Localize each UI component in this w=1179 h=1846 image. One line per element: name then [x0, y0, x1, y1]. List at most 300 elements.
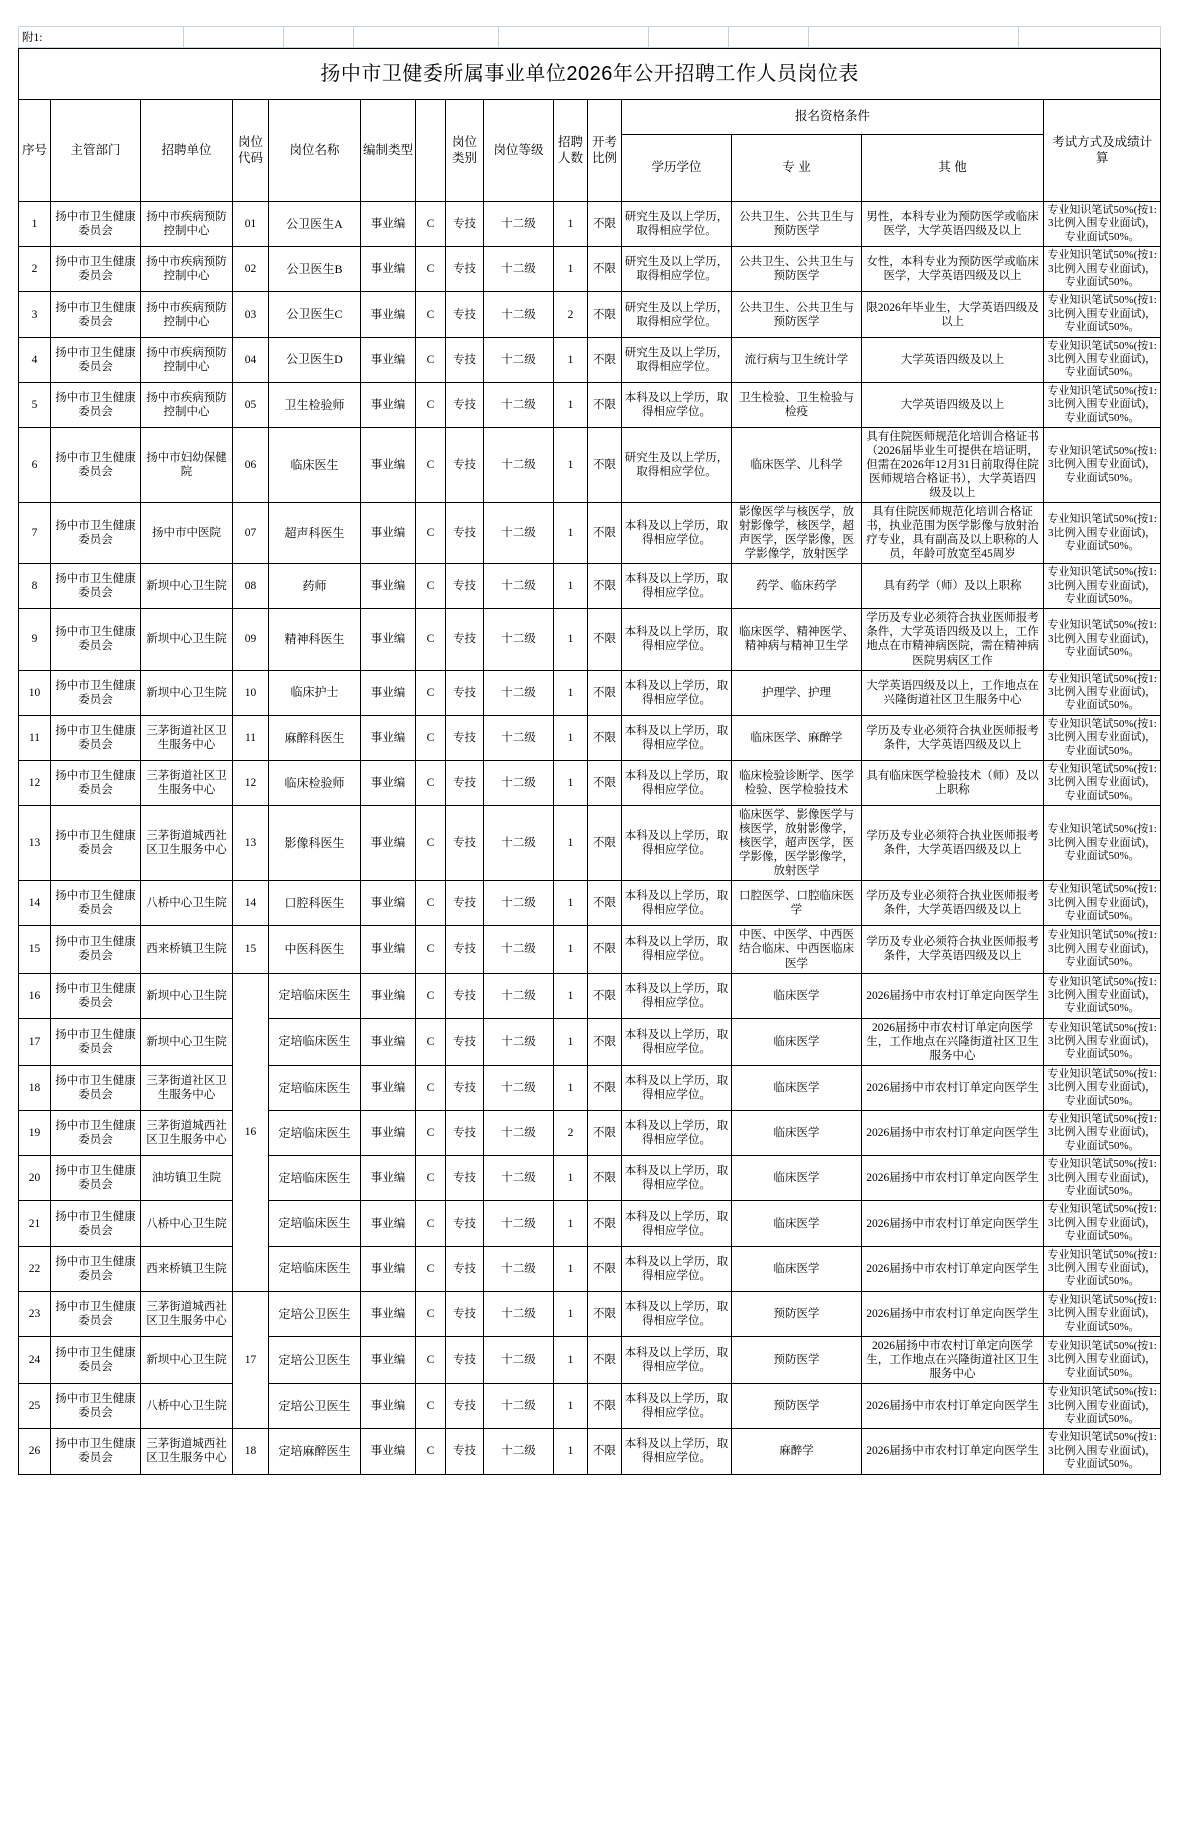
cell-major: 药学、临床药学: [732, 564, 862, 609]
cell-post: 药师: [269, 564, 361, 609]
cell-headcount: 1: [554, 670, 588, 715]
table-row: [19, 292, 1161, 337]
cell-post-type: 专技: [446, 1065, 484, 1110]
cell-open-ratio: 不限: [588, 926, 622, 973]
cell-post-level: 十二级: [484, 1018, 554, 1065]
cell-code: 05: [233, 382, 269, 427]
cell-establishment-type: 事业编: [361, 1018, 416, 1065]
cell-post-type: 专技: [446, 760, 484, 805]
cell-establishment-type: 事业编: [361, 564, 416, 609]
cell-post-type: 专技: [446, 503, 484, 564]
cell-exam-method: 专业知识笔试50%(按1:3比例入围专业面试)，专业面试50%。: [1044, 760, 1161, 805]
cell-code: 07: [233, 503, 269, 564]
table-row: [19, 503, 1161, 564]
cell-establishment-type: 事业编: [361, 1201, 416, 1246]
cell-other: 2026届扬中市农村订单定向医学生，工作地点在兴隆街道社区卫生服务中心: [862, 1337, 1044, 1384]
cell-major: 临床医学: [732, 1246, 862, 1291]
cell-exam-method: 专业知识笔试50%(按1:3比例入围专业面试)，专业面试50%。: [1044, 1111, 1161, 1156]
cell-open-ratio: 不限: [588, 609, 622, 670]
cell-unit: 三茅街道城西社区卫生服务中心: [141, 1291, 233, 1336]
cell-post-category: C: [416, 1201, 446, 1246]
cell-headcount: 1: [554, 1384, 588, 1429]
header-row-group: [19, 100, 1161, 135]
cell-post: 定培临床医生: [269, 1156, 361, 1201]
cell-exam-method: 专业知识笔试50%(按1:3比例入围专业面试)，专业面试50%。: [1044, 428, 1161, 503]
cell-seq: 16: [19, 973, 51, 1018]
cell-post-type: 专技: [446, 926, 484, 973]
cell-headcount: 1: [554, 202, 588, 247]
cell-unit: 新坝中心卫生院: [141, 609, 233, 670]
cell-exam-method: 专业知识笔试50%(按1:3比例入围专业面试)，专业面试50%。: [1044, 1018, 1161, 1065]
cell-seq: 5: [19, 382, 51, 427]
cell-open-ratio: 不限: [588, 503, 622, 564]
cell-code: 14: [233, 881, 269, 926]
table-row: [19, 1337, 1161, 1384]
cell-other: 2026届扬中市农村订单定向医学生: [862, 1384, 1044, 1429]
cell-major: 临床医学、精神医学、精神病与精神卫生学: [732, 609, 862, 670]
attachment-filler-cell: [729, 27, 809, 48]
table-row: [19, 1111, 1161, 1156]
attachment-strip: [18, 26, 1161, 48]
cell-seq: 22: [19, 1246, 51, 1291]
cell-post-category: C: [416, 973, 446, 1018]
cell-education: 本科及以上学历，取得相应学位。: [622, 806, 732, 881]
cell-post: 定培公卫医生: [269, 1337, 361, 1384]
cell-education: 本科及以上学历，取得相应学位。: [622, 1065, 732, 1110]
cell-other: 具有药学（师）及以上职称: [862, 564, 1044, 609]
cell-dept: 扬中市卫生健康委员会: [51, 1111, 141, 1156]
cell-post-type: 专技: [446, 670, 484, 715]
cell-post-level: 十二级: [484, 292, 554, 337]
cell-post-category: C: [416, 715, 446, 760]
cell-post: 口腔科医生: [269, 881, 361, 926]
cell-education: 本科及以上学历，取得相应学位。: [622, 1111, 732, 1156]
cell-other: 大学英语四级及以上: [862, 382, 1044, 427]
cell-dept: 扬中市卫生健康委员会: [51, 1201, 141, 1246]
cell-post-type: 专技: [446, 1111, 484, 1156]
table-row: [19, 564, 1161, 609]
cell-post-level: 十二级: [484, 1337, 554, 1384]
cell-open-ratio: 不限: [588, 247, 622, 292]
cell-dept: 扬中市卫生健康委员会: [51, 337, 141, 382]
cell-dept: 扬中市卫生健康委员会: [51, 564, 141, 609]
cell-establishment-type: 事业编: [361, 670, 416, 715]
cell-post-category: C: [416, 382, 446, 427]
cell-seq: 15: [19, 926, 51, 973]
cell-establishment-type: 事业编: [361, 503, 416, 564]
cell-other: 2026届扬中市农村订单定向医学生，工作地点在兴隆街道社区卫生服务中心: [862, 1018, 1044, 1065]
cell-post: 中医科医生: [269, 926, 361, 973]
cell-post-level: 十二级: [484, 382, 554, 427]
cell-post-type: 专技: [446, 1246, 484, 1291]
cell-post-level: 十二级: [484, 1156, 554, 1201]
cell-other: 限2026年毕业生，大学英语四级及以上: [862, 292, 1044, 337]
cell-major: 临床医学: [732, 1111, 862, 1156]
cell-unit: 新坝中心卫生院: [141, 1018, 233, 1065]
cell-dept: 扬中市卫生健康委员会: [51, 1291, 141, 1336]
cell-dept: 扬中市卫生健康委员会: [51, 428, 141, 503]
cell-other: 大学英语四级及以上，工作地点在兴隆街道社区卫生服务中心: [862, 670, 1044, 715]
cell-other: 学历及专业必须符合执业医师报考条件，大学英语四级及以上，工作地点在市精神病医院，需在精神病医院男病区工作: [862, 609, 1044, 670]
cell-exam-method: 专业知识笔试50%(按1:3比例入围专业面试)，专业面试50%。: [1044, 382, 1161, 427]
cell-seq: 6: [19, 428, 51, 503]
cell-post-type: 专技: [446, 564, 484, 609]
cell-dept: 扬中市卫生健康委员会: [51, 1018, 141, 1065]
cell-establishment-type: 事业编: [361, 1429, 416, 1474]
cell-education: 研究生及以上学历，取得相应学位。: [622, 247, 732, 292]
cell-post-category: C: [416, 1246, 446, 1291]
cell-post-type: 专技: [446, 1291, 484, 1336]
table-row: [19, 760, 1161, 805]
cell-major: 临床医学: [732, 1065, 862, 1110]
cell-major: 临床医学: [732, 1156, 862, 1201]
cell-dept: 扬中市卫生健康委员会: [51, 760, 141, 805]
cell-seq: 2: [19, 247, 51, 292]
cell-headcount: 1: [554, 382, 588, 427]
cell-other: 学历及专业必须符合执业医师报考条件，大学英语四级及以上: [862, 926, 1044, 973]
cell-education: 本科及以上学历，取得相应学位。: [622, 1337, 732, 1384]
cell-headcount: 1: [554, 926, 588, 973]
attachment-filler-cell: [499, 27, 649, 48]
cell-post-level: 十二级: [484, 202, 554, 247]
cell-post-category: C: [416, 564, 446, 609]
cell-exam-method: 专业知识笔试50%(按1:3比例入围专业面试)，专业面试50%。: [1044, 564, 1161, 609]
cell-post-category: C: [416, 760, 446, 805]
cell-post-category: C: [416, 202, 446, 247]
cell-post-type: 专技: [446, 1156, 484, 1201]
cell-unit: 新坝中心卫生院: [141, 973, 233, 1018]
cell-headcount: 1: [554, 337, 588, 382]
cell-unit: 八桥中心卫生院: [141, 881, 233, 926]
attachment-filler-cell: [284, 27, 354, 48]
cell-code: 09: [233, 609, 269, 670]
cell-other: 具有临床医学检验技术（师）及以上职称: [862, 760, 1044, 805]
column-header-exam-method: 考试方式及成绩计算: [1044, 100, 1161, 202]
cell-post-type: 专技: [446, 1018, 484, 1065]
cell-other: 2026届扬中市农村订单定向医学生: [862, 1065, 1044, 1110]
cell-seq: 19: [19, 1111, 51, 1156]
cell-seq: 26: [19, 1429, 51, 1474]
attachment-filler-cell: [1019, 27, 1161, 48]
cell-headcount: 1: [554, 503, 588, 564]
cell-seq: 18: [19, 1065, 51, 1110]
cell-education: 研究生及以上学历，取得相应学位。: [622, 202, 732, 247]
cell-headcount: 1: [554, 564, 588, 609]
cell-post: 精神科医生: [269, 609, 361, 670]
cell-post-type: 专技: [446, 1201, 484, 1246]
cell-post-type: 专技: [446, 428, 484, 503]
cell-post-type: 专技: [446, 337, 484, 382]
cell-major: 临床医学、影像医学与核医学，放射影像学，核医学，超声医学，医学影像，医学影像学，放射医学: [732, 806, 862, 881]
cell-open-ratio: 不限: [588, 1065, 622, 1110]
cell-establishment-type: 事业编: [361, 247, 416, 292]
cell-unit: 扬中市疾病预防控制中心: [141, 292, 233, 337]
cell-open-ratio: 不限: [588, 1429, 622, 1474]
cell-post-level: 十二级: [484, 1065, 554, 1110]
cell-open-ratio: 不限: [588, 292, 622, 337]
cell-post-category: C: [416, 1429, 446, 1474]
cell-exam-method: 专业知识笔试50%(按1:3比例入围专业面试)，专业面试50%。: [1044, 1065, 1161, 1110]
cell-unit: 扬中市中医院: [141, 503, 233, 564]
table-row: [19, 715, 1161, 760]
cell-major: 卫生检验、卫生检验与检疫: [732, 382, 862, 427]
cell-seq: 12: [19, 760, 51, 805]
cell-post-category: C: [416, 1065, 446, 1110]
cell-other: 具有住院医师规范化培训合格证书（2026届毕业生可提供在培证明，但需在2026年12月31日前取得住院医师规培合格证书），大学英语四级及以上: [862, 428, 1044, 503]
title-row: [19, 49, 1161, 100]
cell-exam-method: 专业知识笔试50%(按1:3比例入围专业面试)，专业面试50%。: [1044, 1384, 1161, 1429]
cell-unit: 扬中市疾病预防控制中心: [141, 202, 233, 247]
cell-education: 本科及以上学历，取得相应学位。: [622, 1018, 732, 1065]
cell-dept: 扬中市卫生健康委员会: [51, 715, 141, 760]
cell-post-type: 专技: [446, 1384, 484, 1429]
cell-dept: 扬中市卫生健康委员会: [51, 1384, 141, 1429]
cell-seq: 8: [19, 564, 51, 609]
cell-open-ratio: 不限: [588, 428, 622, 503]
cell-establishment-type: 事业编: [361, 1065, 416, 1110]
cell-post-level: 十二级: [484, 1429, 554, 1474]
cell-unit: 扬中市疾病预防控制中心: [141, 247, 233, 292]
cell-exam-method: 专业知识笔试50%(按1:3比例入围专业面试)，专业面试50%。: [1044, 1246, 1161, 1291]
cell-post-type: 专技: [446, 609, 484, 670]
cell-headcount: 1: [554, 1156, 588, 1201]
cell-unit: 扬中市疾病预防控制中心: [141, 337, 233, 382]
cell-education: 本科及以上学历，取得相应学位。: [622, 715, 732, 760]
table-row: [19, 806, 1161, 881]
cell-post-category: C: [416, 926, 446, 973]
cell-education: 本科及以上学历，取得相应学位。: [622, 926, 732, 973]
cell-exam-method: 专业知识笔试50%(按1:3比例入围专业面试)，专业面试50%。: [1044, 292, 1161, 337]
cell-post: 公卫医生A: [269, 202, 361, 247]
cell-education: 本科及以上学历，取得相应学位。: [622, 670, 732, 715]
cell-major: 公共卫生、公共卫生与预防医学: [732, 202, 862, 247]
cell-unit: 扬中市妇幼保健院: [141, 428, 233, 503]
cell-other: 2026届扬中市农村订单定向医学生: [862, 1246, 1044, 1291]
cell-post: 麻醉科医生: [269, 715, 361, 760]
cell-post-category: C: [416, 1337, 446, 1384]
cell-education: 研究生及以上学历，取得相应学位。: [622, 428, 732, 503]
cell-post-level: 十二级: [484, 806, 554, 881]
cell-post: 定培公卫医生: [269, 1384, 361, 1429]
cell-education: 本科及以上学历，取得相应学位。: [622, 881, 732, 926]
attachment-filler-cell: [184, 27, 284, 48]
cell-post: 临床护士: [269, 670, 361, 715]
cell-post-category: C: [416, 337, 446, 382]
cell-post-level: 十二级: [484, 715, 554, 760]
cell-post-level: 十二级: [484, 1384, 554, 1429]
cell-post-category: C: [416, 806, 446, 881]
cell-major: 临床医学、儿科学: [732, 428, 862, 503]
cell-post-category: C: [416, 428, 446, 503]
cell-code: 17: [233, 1291, 269, 1428]
cell-seq: 25: [19, 1384, 51, 1429]
cell-post-level: 十二级: [484, 973, 554, 1018]
cell-code: 13: [233, 806, 269, 881]
cell-other: 2026届扬中市农村订单定向医学生: [862, 973, 1044, 1018]
cell-education: 本科及以上学历，取得相应学位。: [622, 1246, 732, 1291]
column-header-post-type: 岗位类别: [446, 100, 484, 202]
cell-unit: 三茅街道城西社区卫生服务中心: [141, 1111, 233, 1156]
table-row: [19, 1156, 1161, 1201]
table-row: [19, 1291, 1161, 1336]
cell-post-category: C: [416, 1111, 446, 1156]
table-row: [19, 1201, 1161, 1246]
cell-other: 2026届扬中市农村订单定向医学生: [862, 1156, 1044, 1201]
cell-open-ratio: 不限: [588, 564, 622, 609]
table-row: [19, 428, 1161, 503]
cell-post-level: 十二级: [484, 1246, 554, 1291]
cell-exam-method: 专业知识笔试50%(按1:3比例入围专业面试)，专业面试50%。: [1044, 202, 1161, 247]
cell-seq: 4: [19, 337, 51, 382]
cell-major: 流行病与卫生统计学: [732, 337, 862, 382]
attachment-filler-cell: [809, 27, 1019, 48]
cell-headcount: 1: [554, 1337, 588, 1384]
cell-headcount: 1: [554, 973, 588, 1018]
cell-post: 定培临床医生: [269, 1201, 361, 1246]
cell-post: 影像科医生: [269, 806, 361, 881]
cell-code: 08: [233, 564, 269, 609]
cell-unit: 西来桥镇卫生院: [141, 926, 233, 973]
cell-post: 临床医生: [269, 428, 361, 503]
cell-post-type: 专技: [446, 1337, 484, 1384]
cell-exam-method: 专业知识笔试50%(按1:3比例入围专业面试)，专业面试50%。: [1044, 973, 1161, 1018]
cell-open-ratio: 不限: [588, 382, 622, 427]
cell-post: 临床检验师: [269, 760, 361, 805]
cell-headcount: 1: [554, 715, 588, 760]
cell-exam-method: 专业知识笔试50%(按1:3比例入围专业面试)，专业面试50%。: [1044, 247, 1161, 292]
cell-exam-method: 专业知识笔试50%(按1:3比例入围专业面试)，专业面试50%。: [1044, 881, 1161, 926]
cell-post: 公卫医生B: [269, 247, 361, 292]
cell-code: 01: [233, 202, 269, 247]
cell-major: 临床检验诊断学、医学检验、医学检验技术: [732, 760, 862, 805]
cell-open-ratio: 不限: [588, 670, 622, 715]
cell-unit: 八桥中心卫生院: [141, 1384, 233, 1429]
cell-major: 护理学、护理: [732, 670, 862, 715]
table-row: [19, 337, 1161, 382]
cell-post-type: 专技: [446, 247, 484, 292]
table-row: [19, 382, 1161, 427]
cell-other: 学历及专业必须符合执业医师报考条件，大学英语四级及以上: [862, 881, 1044, 926]
cell-education: 本科及以上学历，取得相应学位。: [622, 609, 732, 670]
cell-dept: 扬中市卫生健康委员会: [51, 503, 141, 564]
column-header-seq: 序号: [19, 100, 51, 202]
column-header-qualifications-group: 报名资格条件: [622, 100, 1044, 135]
cell-exam-method: 专业知识笔试50%(按1:3比例入围专业面试)，专业面试50%。: [1044, 1429, 1161, 1474]
cell-post: 公卫医生D: [269, 337, 361, 382]
table-header: [19, 49, 1161, 202]
cell-post-level: 十二级: [484, 1201, 554, 1246]
cell-open-ratio: 不限: [588, 881, 622, 926]
cell-headcount: 1: [554, 1201, 588, 1246]
cell-unit: 三茅街道城西社区卫生服务中心: [141, 1429, 233, 1474]
table-row: [19, 881, 1161, 926]
cell-other: 男性，本科专业为预防医学或临床医学，大学英语四级及以上: [862, 202, 1044, 247]
cell-post-category: C: [416, 881, 446, 926]
cell-major: 公共卫生、公共卫生与预防医学: [732, 247, 862, 292]
cell-dept: 扬中市卫生健康委员会: [51, 806, 141, 881]
cell-education: 本科及以上学历，取得相应学位。: [622, 973, 732, 1018]
cell-exam-method: 专业知识笔试50%(按1:3比例入围专业面试)，专业面试50%。: [1044, 503, 1161, 564]
cell-education: 研究生及以上学历，取得相应学位。: [622, 292, 732, 337]
cell-headcount: 1: [554, 1065, 588, 1110]
cell-education: 本科及以上学历，取得相应学位。: [622, 1429, 732, 1474]
cell-post-type: 专技: [446, 202, 484, 247]
attachment-filler-cell: [354, 27, 499, 48]
cell-exam-method: 专业知识笔试50%(按1:3比例入围专业面试)，专业面试50%。: [1044, 806, 1161, 881]
cell-open-ratio: 不限: [588, 1018, 622, 1065]
cell-dept: 扬中市卫生健康委员会: [51, 1065, 141, 1110]
cell-other: 大学英语四级及以上: [862, 337, 1044, 382]
cell-seq: 24: [19, 1337, 51, 1384]
cell-post-category: C: [416, 292, 446, 337]
cell-dept: 扬中市卫生健康委员会: [51, 382, 141, 427]
table-row: [19, 670, 1161, 715]
cell-code: 12: [233, 760, 269, 805]
column-header-headcount: 招聘人数: [554, 100, 588, 202]
cell-seq: 3: [19, 292, 51, 337]
cell-open-ratio: 不限: [588, 202, 622, 247]
column-header-major: 专 业: [732, 135, 862, 202]
cell-establishment-type: 事业编: [361, 1246, 416, 1291]
cell-seq: 17: [19, 1018, 51, 1065]
cell-dept: 扬中市卫生健康委员会: [51, 292, 141, 337]
cell-post: 定培麻醉医生: [269, 1429, 361, 1474]
cell-post-category: C: [416, 1018, 446, 1065]
cell-headcount: 1: [554, 1246, 588, 1291]
cell-education: 本科及以上学历，取得相应学位。: [622, 1384, 732, 1429]
cell-dept: 扬中市卫生健康委员会: [51, 926, 141, 973]
cell-other: 2026届扬中市农村订单定向医学生: [862, 1111, 1044, 1156]
cell-code: 03: [233, 292, 269, 337]
cell-headcount: 1: [554, 609, 588, 670]
cell-seq: 7: [19, 503, 51, 564]
cell-post-category: C: [416, 503, 446, 564]
cell-unit: 西来桥镇卫生院: [141, 1246, 233, 1291]
table-body: [19, 202, 1161, 1475]
cell-seq: 1: [19, 202, 51, 247]
cell-post: 定培临床医生: [269, 1065, 361, 1110]
cell-exam-method: 专业知识笔试50%(按1:3比例入围专业面试)，专业面试50%。: [1044, 670, 1161, 715]
cell-other: 2026届扬中市农村订单定向医学生: [862, 1201, 1044, 1246]
cell-post-type: 专技: [446, 292, 484, 337]
cell-establishment-type: 事业编: [361, 382, 416, 427]
table-row: [19, 1384, 1161, 1429]
cell-major: 临床医学、麻醉学: [732, 715, 862, 760]
cell-education: 本科及以上学历，取得相应学位。: [622, 1291, 732, 1336]
column-header-post: 岗位名称: [269, 100, 361, 202]
attachment-filler-cell: [649, 27, 729, 48]
cell-seq: 11: [19, 715, 51, 760]
cell-headcount: 1: [554, 1291, 588, 1336]
cell-dept: 扬中市卫生健康委员会: [51, 609, 141, 670]
cell-education: 本科及以上学历，取得相应学位。: [622, 1156, 732, 1201]
cell-post: 定培临床医生: [269, 973, 361, 1018]
cell-establishment-type: 事业编: [361, 337, 416, 382]
cell-post-level: 十二级: [484, 1111, 554, 1156]
cell-headcount: 2: [554, 1111, 588, 1156]
column-header-education: 学历学位: [622, 135, 732, 202]
cell-major: 临床医学: [732, 973, 862, 1018]
cell-exam-method: 专业知识笔试50%(按1:3比例入围专业面试)，专业面试50%。: [1044, 609, 1161, 670]
cell-establishment-type: 事业编: [361, 1111, 416, 1156]
cell-exam-method: 专业知识笔试50%(按1:3比例入围专业面试)，专业面试50%。: [1044, 1201, 1161, 1246]
cell-code: 02: [233, 247, 269, 292]
cell-other: 学历及专业必须符合执业医师报考条件，大学英语四级及以上: [862, 715, 1044, 760]
cell-post: 卫生检验师: [269, 382, 361, 427]
cell-post: 定培公卫医生: [269, 1291, 361, 1336]
cell-open-ratio: 不限: [588, 1246, 622, 1291]
cell-education: 本科及以上学历，取得相应学位。: [622, 382, 732, 427]
